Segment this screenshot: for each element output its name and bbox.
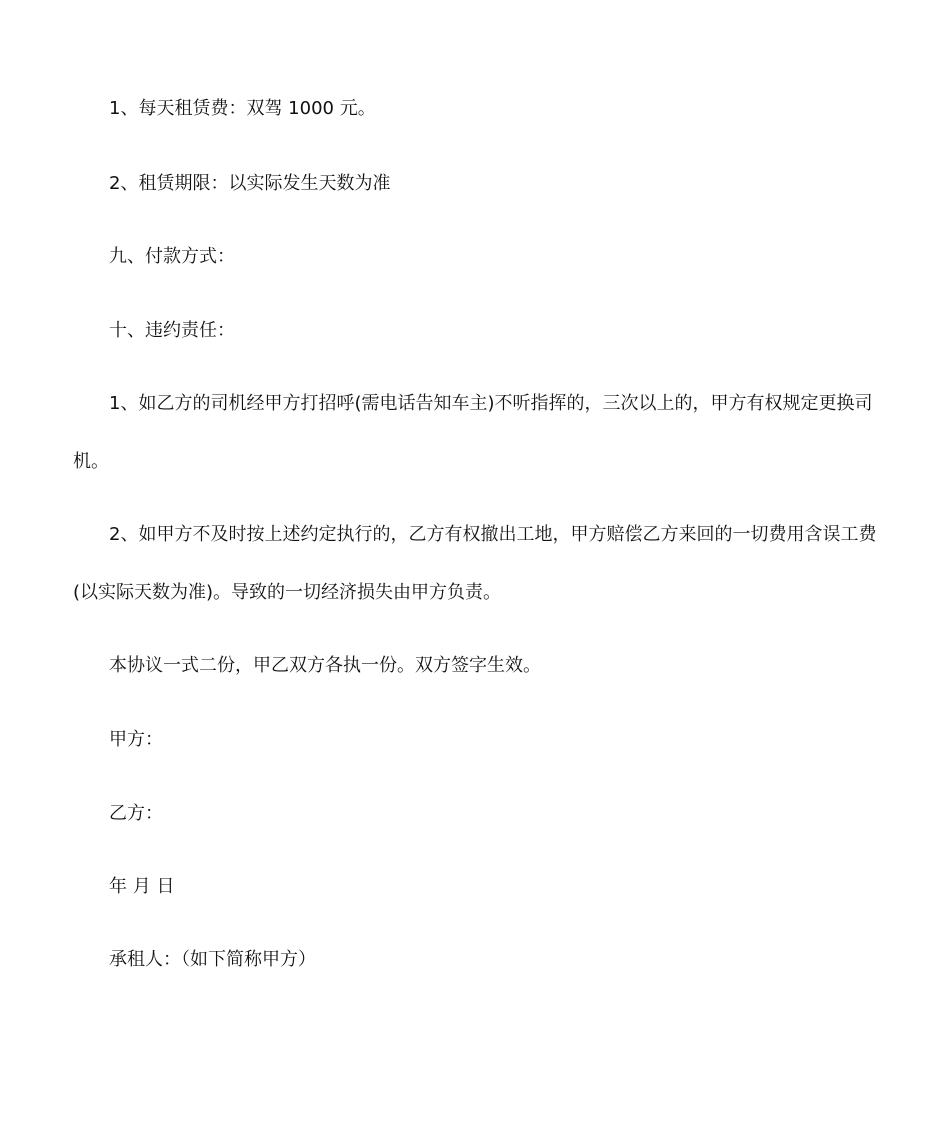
compensation-clause: 2、如甲方不及时按上述约定执行的，乙方有权撤出工地，甲方赔偿乙方来回的一切费用含误工费(以实际天数为准)。导致的一切经济损失由甲方负责。 <box>73 524 877 603</box>
rent-term-clause: 2、租赁期限：以实际发生天数为准 <box>109 173 391 194</box>
breach-liability-heading: 十、违约责任： <box>109 320 235 341</box>
driver-replacement-clause: 1、如乙方的司机经甲方打招呼(需电话告知车主)不听指挥的，三次以上的，甲方有权规定更换司机。 <box>73 393 873 472</box>
party-a-signature-label: 甲方： <box>109 729 163 750</box>
rent-fee-clause: 1、每天租赁费：双驾 1000 元。 <box>109 98 376 119</box>
party-b-signature-label: 乙方： <box>109 803 163 824</box>
payment-method-heading: 九、付款方式： <box>109 246 235 267</box>
copies-clause: 本协议一式二份，甲乙双方各执一份。双方签字生效。 <box>109 655 541 676</box>
date-line: 年 月 日 <box>109 876 175 897</box>
lessee-label: 承租人：（如下简称甲方） <box>109 949 316 970</box>
